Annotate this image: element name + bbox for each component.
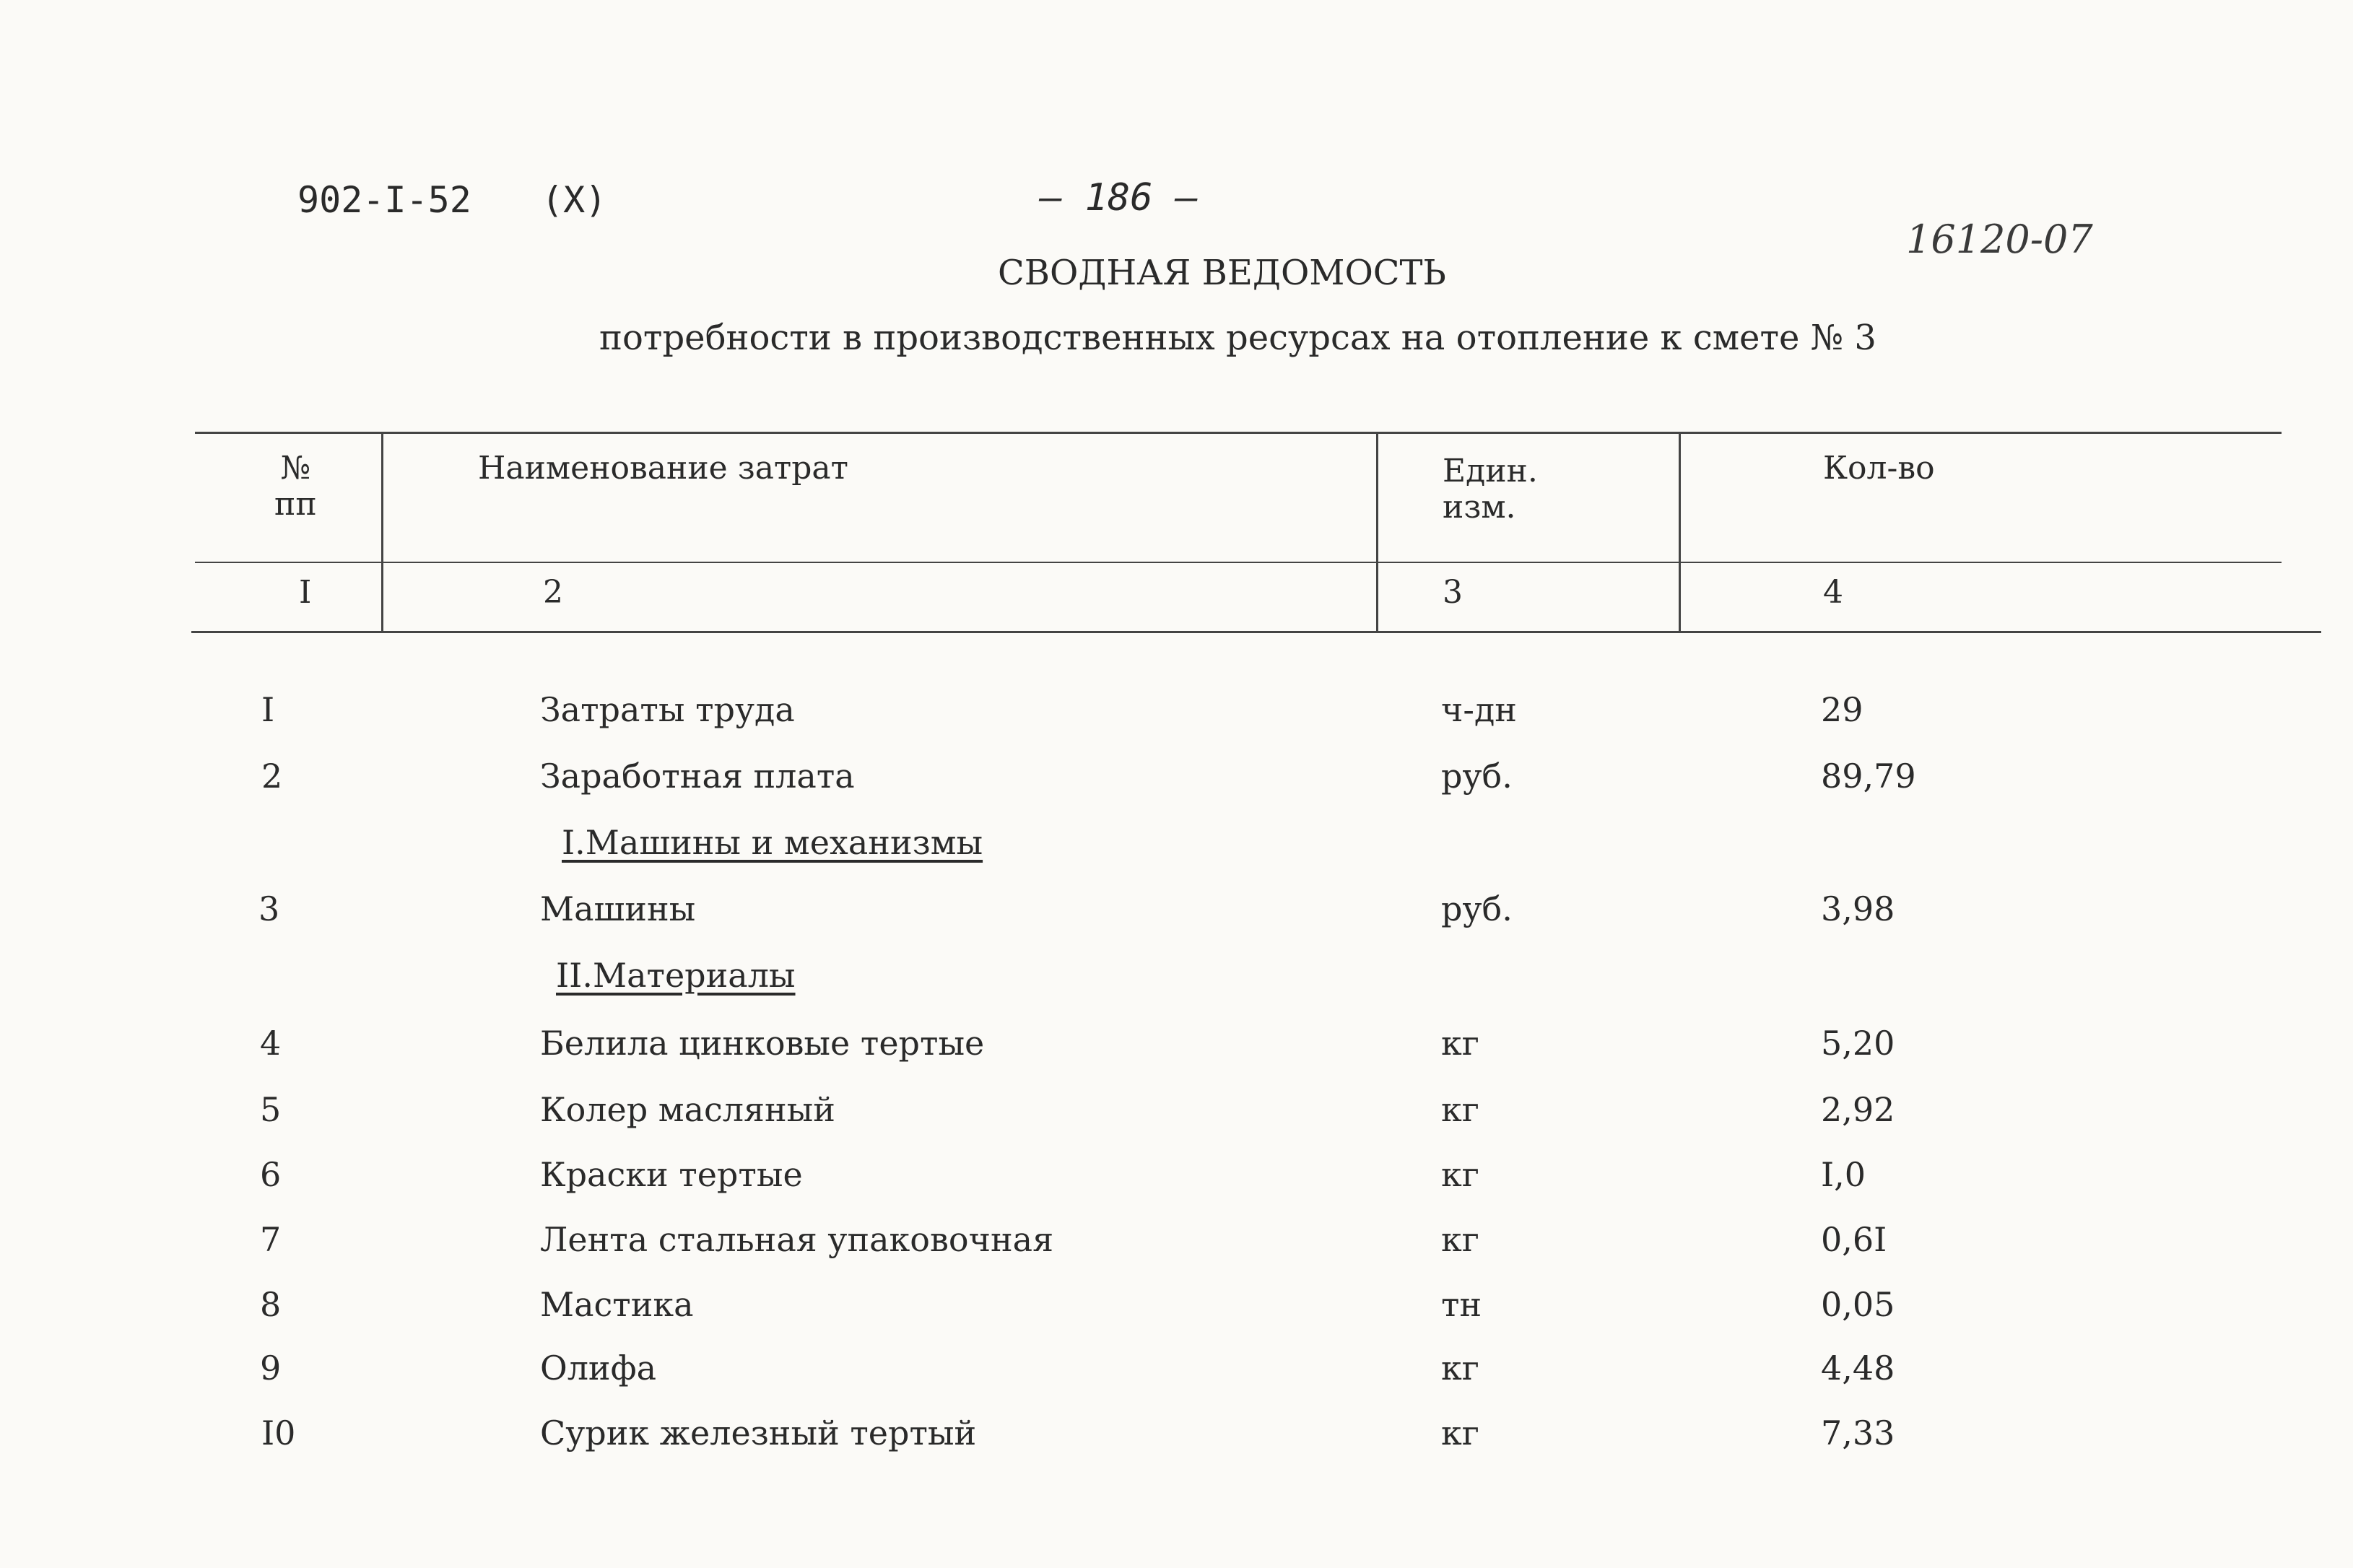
column-header-unit: Един. изм. (1443, 453, 1538, 526)
cost-name: Сурик железный тертый (540, 1414, 977, 1452)
column-header-qty: Кол-во (1823, 450, 1935, 487)
quantity: I,0 (1821, 1155, 1866, 1194)
column-divider-2 (1376, 432, 1378, 632)
cost-name: Машины (540, 889, 696, 928)
quantity: 3,98 (1821, 889, 1895, 928)
column-number-3: 3 (1443, 574, 1463, 611)
cost-name: Колер масляный (540, 1090, 835, 1129)
column-header-name: Наименование затрат (478, 450, 849, 487)
section-heading-machines: I.Машины и механизмы (562, 823, 983, 862)
unit: тн (1441, 1285, 1482, 1324)
column-number-4: 4 (1823, 574, 1843, 611)
cost-name: Заработная плата (540, 757, 855, 796)
unit: кг (1441, 1090, 1479, 1129)
row-number: 5 (260, 1090, 282, 1129)
row-number: 6 (260, 1155, 282, 1194)
row-number: 3 (258, 889, 280, 928)
variant-mark: (X) (542, 179, 607, 221)
quantity: 29 (1821, 690, 1863, 729)
column-header-number: № пп (274, 450, 317, 523)
row-number: 9 (260, 1349, 282, 1388)
table-header-bottom-rule (191, 631, 2321, 633)
column-divider-3 (1679, 432, 1681, 632)
quantity: 2,92 (1821, 1090, 1895, 1129)
row-number: 7 (260, 1220, 282, 1259)
quantity: 0,05 (1821, 1285, 1895, 1324)
document-title: СВОДНАЯ ВЕДОМОСТЬ (998, 253, 1446, 293)
row-number: 4 (260, 1024, 282, 1063)
section-heading-materials: II.Материалы (556, 956, 796, 995)
header-divider-rule (195, 562, 2282, 563)
unit: кг (1441, 1024, 1479, 1063)
table-top-rule (195, 432, 2282, 434)
unit: кг (1441, 1349, 1479, 1388)
quantity: 0,6I (1821, 1220, 1887, 1259)
column-number-1: I (299, 574, 312, 611)
unit: руб. (1441, 889, 1513, 928)
quantity: 89,79 (1821, 757, 1916, 796)
cost-name: Лента стальная упаковочная (540, 1220, 1054, 1259)
cost-name: Мастика (540, 1285, 694, 1324)
cost-name: Олифа (540, 1349, 657, 1388)
quantity: 5,20 (1821, 1024, 1895, 1063)
document-subtitle: потребности в производственных ресурсах на отопление к смете № 3 (599, 318, 1876, 358)
column-number-2: 2 (543, 574, 563, 611)
row-number: 2 (261, 757, 283, 796)
quantity: 7,33 (1821, 1414, 1895, 1452)
unit: кг (1441, 1414, 1479, 1452)
cost-name: Затраты труда (540, 690, 795, 729)
cost-name: Белила цинковые тертые (540, 1024, 985, 1063)
unit: ч-дн (1441, 690, 1517, 729)
row-number: I0 (261, 1414, 296, 1452)
document-code: 902-I-52 (297, 179, 471, 221)
cost-name: Краски тертые (540, 1155, 803, 1194)
column-divider-1 (381, 432, 383, 632)
unit: руб. (1441, 757, 1513, 796)
unit: кг (1441, 1220, 1479, 1259)
page-number: – 186 – (1040, 176, 1199, 219)
unit: кг (1441, 1155, 1479, 1194)
archive-number: 16120-07 (1906, 217, 2093, 262)
quantity: 4,48 (1821, 1349, 1895, 1388)
row-number: 8 (260, 1285, 282, 1324)
row-number: I (261, 690, 275, 729)
